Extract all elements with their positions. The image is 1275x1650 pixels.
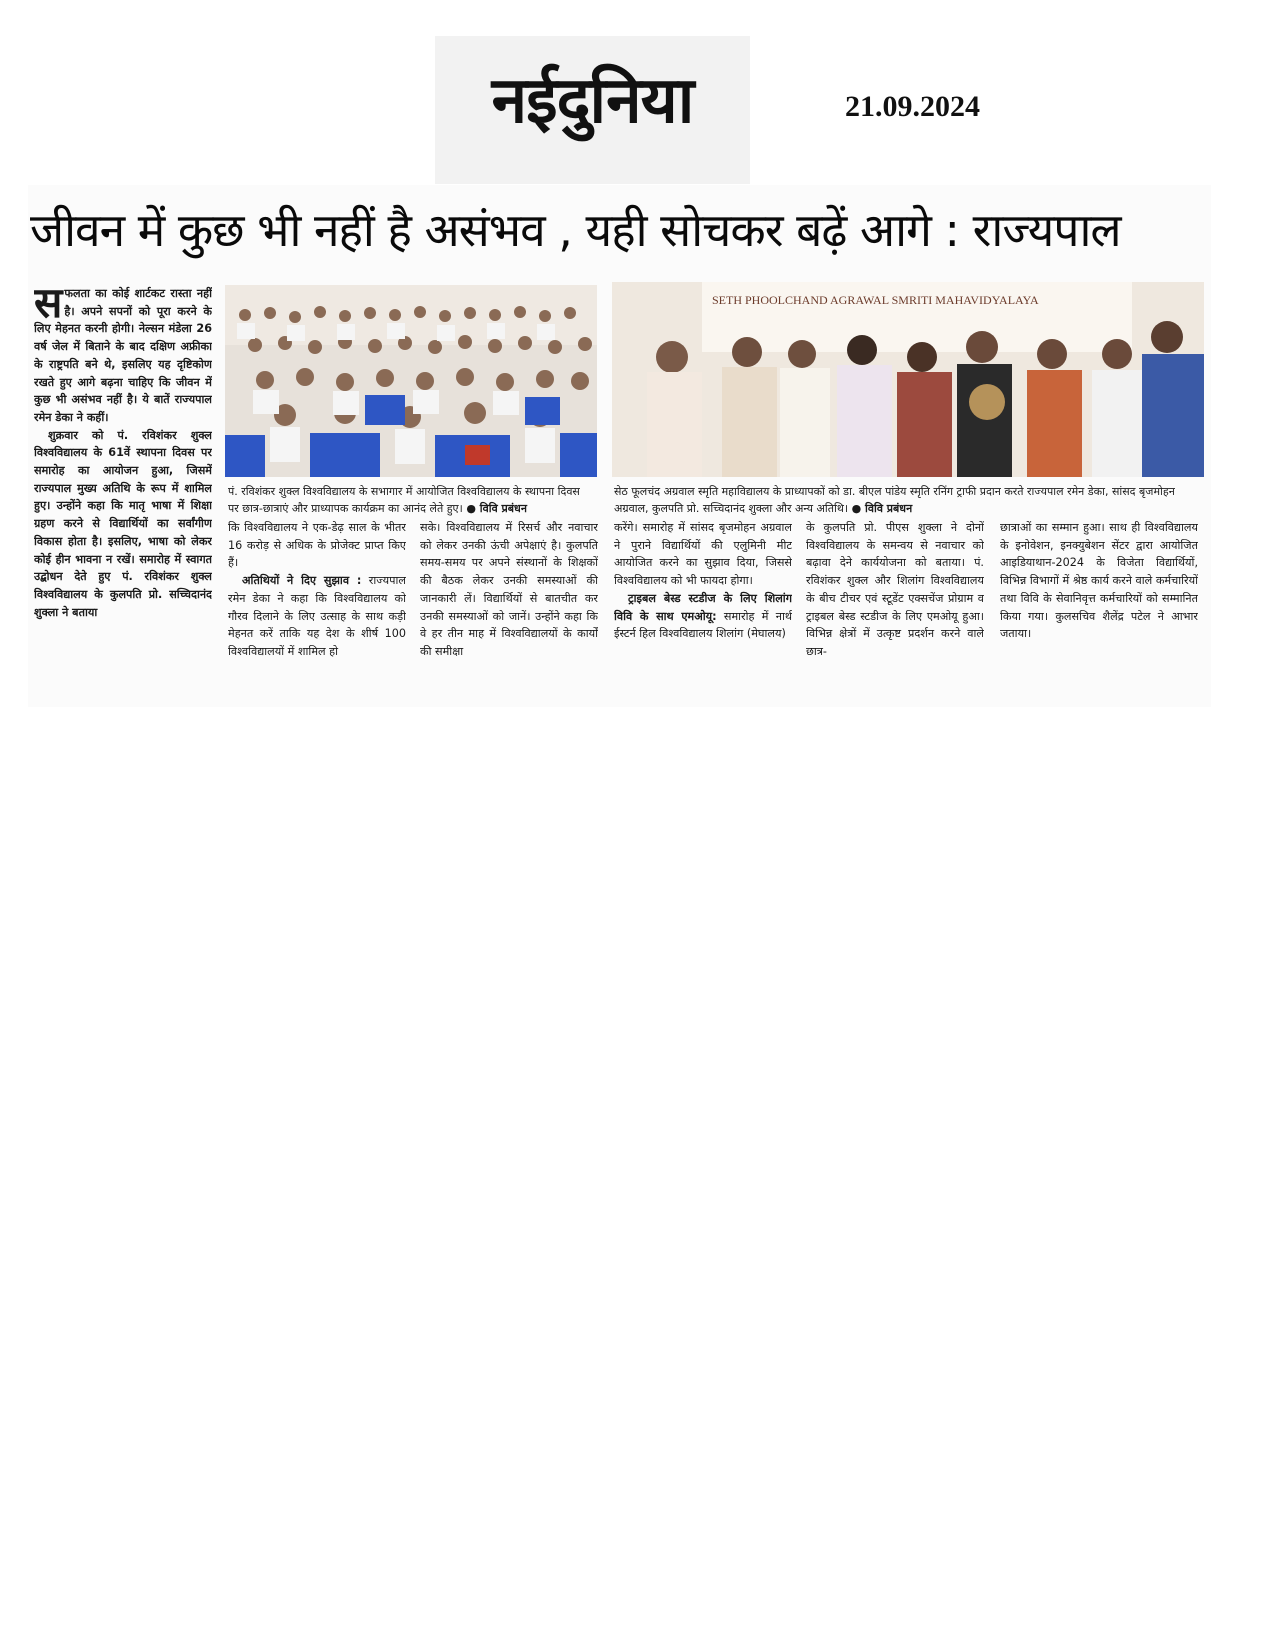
column-paragraph: कि विश्वविद्यालय ने एक-डेढ़ साल के भीतर 16 करोड़ से अधिक के प्रोजेक्ट प्राप्त किए हैं। <box>228 521 406 570</box>
auditorium-photo <box>225 285 597 477</box>
right-photo-caption <box>614 483 1204 517</box>
article-column-4 <box>614 519 792 705</box>
body-text: शुक्रवार को पं. रविशंकर शुक्ल विश्वविद्यालय के 61वें स्थापना दिवस पर समारोह का आयोजन हुआ, जिसमें राज्यपाल मुख्य अतिथि के रूप में शामिल हुए। उन्होंने कहा कि मातृ भाषा में शिक्षा ग्रहण करने से विद्यार्थियों का सर्वांगीण विकास होता है। इसलिए, भाषा को लेकर कोई हीन भावना न रखें। समारोह में स्वागत उद्बोधन देते हुए पं. रविशंकर शुक्ल विश्वविद्यालय के कुलपति प्रो. सच्चिदानंद शुक्ला ने बताया <box>34 428 212 619</box>
lead-paragraph <box>34 285 212 427</box>
headline: जीवन में कुछ भी नहीं है असंभव , यही सोचकर बढ़ें आगे : राज्यपाल <box>30 203 1121 257</box>
subheading: अतिथियों ने दिए सुझाव : <box>242 574 362 588</box>
banner-text: SETH PHOOLCHAND AGRAWAL SMRITI MAHAVIDYALAYA <box>712 293 1039 307</box>
article-column-6 <box>1000 519 1198 705</box>
left-photo-caption <box>228 483 594 517</box>
newspaper-name: नईदुनिया <box>491 64 694 138</box>
column-paragraph: सके। विश्वविद्यालय में रिसर्च और नवाचार को लेकर उनकी ऊंची अपेक्षाएं है। कुलपति समय-समय पर अपने संस्थानों के शिक्षकों की बैठक लेकर उनकी समस्याओं की जानकारी लें। विद्यार्थियों से बातचीत कर उनकी समस्याओं को जानें। उन्होंने कहा कि वे हर तीन माह में विश्वविद्यालयों के कार्यों की समीक्षा <box>420 521 598 658</box>
body-paragraph <box>34 427 212 622</box>
column-paragraph <box>614 590 792 643</box>
masthead-logo <box>435 36 750 184</box>
column-paragraph <box>228 572 406 661</box>
caption-text: पं. रविशंकर शुक्ल विश्वविद्यालय के सभागार में आयोजित विश्वविद्यालय के स्थापना दिवस पर छात्र-छात्राएं और प्राध्यापक कार्यक्रम का आनंद लेते हुए। <box>228 485 580 515</box>
trophy-presentation-photo <box>612 282 1204 477</box>
caption-text: सेठ फूलचंद अग्रवाल स्मृति महाविद्यालय के प्राध्यापकों को डा. बीएल पांडेय स्मृति रनिंग ट्राफी प्रदान करते राज्यपाल रमेन डेका, सांसद बृजमोहन अग्रवाल, कुलपति प्रो. सच्चिदानंद शुक्ला और अन्य अतिथि। <box>614 485 1175 515</box>
drop-cap: स <box>34 285 63 327</box>
article-column-3 <box>420 519 598 705</box>
audience-image <box>225 285 597 477</box>
column-paragraph: करेंगे। समारोह में सांसद बृजमोहन अग्रवाल ने पुराने विद्यार्थियों की एलुमिनी मीट आयोजित करने का सुझाव दिया, जिससे विश्वविद्यालय को भी फायदा होगा। <box>614 521 792 588</box>
column-paragraph: छात्राओं का सम्मान हुआ। साथ ही विश्वविद्यालय के इनोवेशन, इनक्युबेशन सेंटर द्वारा आयोजित आइडियाथान-2024 के विजेता विद्यार्थियों, विभिन्न विभागों में श्रेष्ठ कार्य करने वाले कर्मचारियों तथा विवि के सेवानिवृत्त कर्मचारियों को सम्मानित किया गया। कुलसचिव शैलेंद्र पटेल ने आभार जताया। <box>1000 521 1198 641</box>
award-ceremony-image <box>612 282 1204 477</box>
column-paragraph: के कुलपति प्रो. पीएस शुक्ला ने दोनों विश्वविद्यालय के समन्वय से नवाचार को बढ़ावा देने कार्ययोजना को बताया। पं. रविशंकर शुक्ल और शिलांग विश्वविद्यालय के बीच टीचर एवं स्टूडेंट एक्सचेंज प्रोग्राम व ट्राइबल बेस्ड स्टडीज के लिए एमओयू हुआ। विभिन्न क्षेत्रों में उत्कृष्ट प्रदर्शन करने वाले छात्र- <box>806 521 984 658</box>
photo-credit: ● विवि प्रबंधन <box>466 502 527 515</box>
lead-text: फलता का कोई शार्टकट रास्ता नहीं है। अपने सपनों को पूरा करने के लिए मेहनत करनी होगी। नेल्सन मंडेला 26 वर्ष जेल में बिताने के बाद दक्षिण अफ्रीका के राष्ट्रपति बने थे, इसलिए यह दृष्टिकोण रखते हुए आगे बढ़ना चाहिए कि जीवन में कुछ भी असंभव नहीं है। ये बातें राज्यपाल रमेन डेका ने कहीं। <box>34 287 212 424</box>
subheading: ट्राइबल बेस्ड स्टडीज के लिए शिलांग विवि के साथ एमओयू: <box>614 591 792 623</box>
column-text: समारोह में नार्थ ईस्टर्न हिल विश्वविद्यालय शिलांग (मेघालय) <box>614 609 792 641</box>
publication-date: 21.09.2024 <box>845 90 980 123</box>
article-column-1 <box>34 285 212 705</box>
article-column-5 <box>806 519 984 705</box>
article-column-2 <box>228 519 406 705</box>
column-text: राज्यपाल रमेन डेका ने कहा कि विश्वविद्यालय को गौरव दिलाने के लिए उत्साह के साथ कड़ी मेहनत करें ताकि यह देश के शीर्ष 100 विश्वविद्यालयों में शामिल हो <box>228 574 406 658</box>
photo-credit: ● विवि प्रबंधन <box>851 502 913 515</box>
